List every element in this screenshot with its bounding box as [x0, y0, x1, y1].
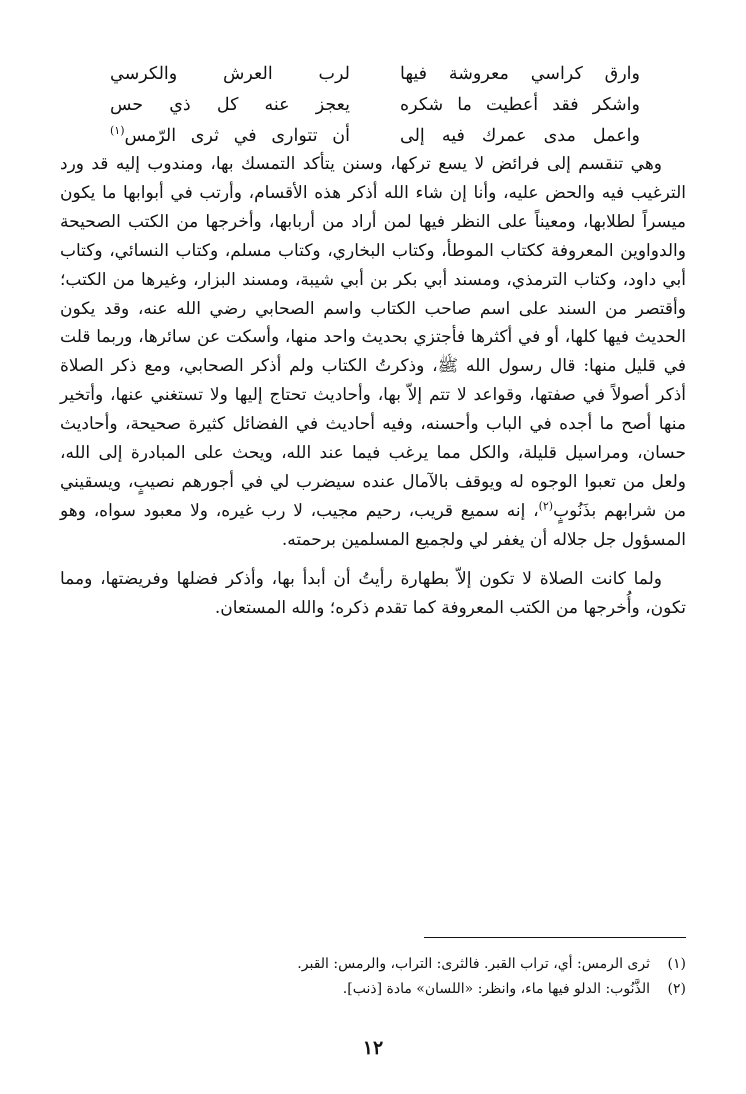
footnote-ref: (١) — [110, 123, 125, 137]
footnote-text: ثرى الرمس: أي، تراب القبر. فالثرى: التراب، والرمس: القبر. — [297, 956, 650, 972]
verse-line — [110, 89, 640, 120]
verse-first-hemistich: وارق كراسي معروشة فيها — [400, 63, 640, 84]
footnote-number: (٢) — [667, 981, 686, 997]
paragraph-text: وهي تنقسم إلى فرائض لا يسع تركها، وسنن يتأكد التمسك بها، ومندوب إليه قد ورد الترغيب فيه والحض عليه، وأنا إن شاء الله أذكر هذه الأقسام، وأرتب في أبوابها ما يكون ميسراً لطلابها، ومعيناً على النظر فيها لمن أراد من أربابها، وأخرجها من الكتب الصحيحة والدواوين المعروفة ككتاب الموطأ، وكتاب البخاري، وكتاب مسلم، وكتاب النسائي، وكتاب أبي داود، وكتاب الترمذي، ومسند أبي بكر بن أبي شيبة، ومسند البزار، وغيرها من الكتب؛ وأقتصر من السند على اسم صاحب الكتاب واسم الصحابي رضي الله عنه، وقد يكون الحديث فيها كلها، أو في أكثرها فأجتزي بحديث واحد منها، وأسكت عن سائرها، وربما قلت في قليل منها: قال رسول الله ﷺ، وذكرتُ الكتاب ولم أذكر الصحابي، ومع ذكر الصلاة أذكر أصولاً في صفتها، وقواعد لا تتم إلاّ بها، وأحاديث تحتاج إليها ولا تستغني عنها، وأتخير منها أصح ما أجده في الباب وأحسنه، وفيه أحاديث في الفضائل كثيرة صحيحة، وأحاديث حسان، ومراسيل قليلة، والكل مما يرغب فيما عند الله، ويحث على المبادرة إلى الله، ولعل من تعبوا الوجوه له ويوقف بالآمال عنده سيضرب لي في أجورهم نصيبٍ، ويسقيني من شرابهم بذَنُوبٍ — [60, 154, 686, 521]
verse-second-hemistich: لرب العرش والكرسي — [110, 63, 350, 84]
verse-text: أن تتوارى في ثرى الرّمس — [124, 125, 350, 146]
verse-line — [110, 120, 640, 151]
footnote — [60, 952, 686, 977]
footnote — [60, 977, 686, 1002]
poem-verses — [110, 58, 640, 151]
verse-first-hemistich: واعمل مدى عمرك فيه إلى — [400, 125, 640, 146]
footnotes — [60, 952, 686, 1002]
verse-second-hemistich — [110, 123, 350, 146]
paragraph: ولما كانت الصلاة لا تكون إلاّ بطهارة رأيتُ أن أبدأ بها، وأذكر فضلها وفريضتها، ومما تكون، وأُخرجها من الكتب المعروفة كما تقدم ذكره؛ والله المستعان. — [60, 568, 686, 618]
footnote-divider — [424, 937, 686, 938]
footnote-text: الذَّنُوب: الدلو فيها ماء، وانظر: «اللسان» مادة [ذنب]. — [342, 981, 650, 997]
verse-first-hemistich: واشكر فقد أعطيت ما شكره — [400, 94, 640, 115]
body-text — [60, 150, 686, 623]
verse-second-hemistich: يعجز عنه كل ذي حس — [110, 94, 350, 115]
footnote-ref: (٢) — [538, 499, 554, 513]
paragraph-text-tail: ، إنه سميع قريب، رحيم مجيب، لا رب غيره، ولا معبود سواه، وهو المسؤول جل جلاله أن يغفر لي ولجميع المسلمين برحمته. — [60, 500, 686, 550]
page-number: ١٢ — [362, 1037, 384, 1059]
footnote-number: (١) — [667, 956, 686, 972]
paragraph — [60, 150, 686, 555]
verse-line — [110, 58, 640, 89]
